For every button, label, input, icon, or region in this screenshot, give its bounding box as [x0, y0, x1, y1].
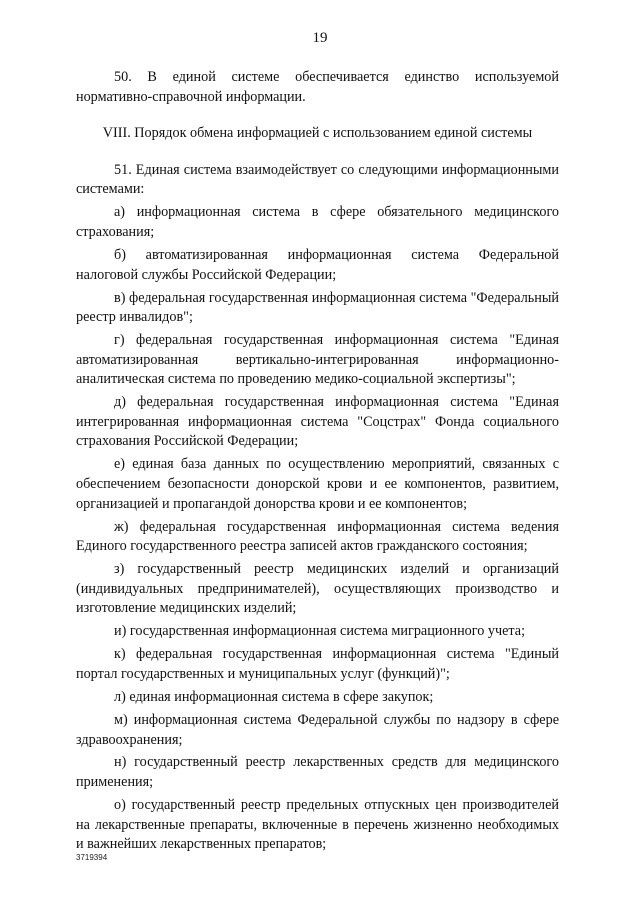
- list-item-n: н) государственный реестр лекарственных средств для медицинского применения;: [76, 754, 559, 791]
- list-item-m: м) информационная система Федеральной службы по надзору в сфере здравоохранения;: [76, 711, 559, 748]
- list-item-z: з) государственный реестр медицинских изделий и организаций (индивидуальных предпринимателей), осуществляющих производство и изготовление медицинских изделий;: [76, 561, 559, 617]
- paragraph-51: 51. Единая система взаимодействует со следующими информационными системами:: [76, 161, 559, 198]
- document-code: 3719394: [76, 853, 108, 862]
- list-item-k: к) федеральная государственная информационная система "Единый портал государственных и муниципальных услуг (функций)";: [76, 646, 559, 682]
- list-item-a: а) информационная система в сфере обязательного медицинского страхования;: [76, 204, 559, 240]
- list-item-i: и) государственная информационная система миграционного учета;: [114, 623, 526, 640]
- list-item-g: г) федеральная государственная информационная система "Единая автоматизированная вертикально-интегрированная информационно-аналитическая система по проведению медико-социальной экспертизы";: [76, 332, 559, 388]
- list-item-l: л) единая информационная система в сфере закупок;: [114, 688, 434, 705]
- section-heading: VIII. Порядок обмена информацией с использованием единой системы: [102, 125, 533, 142]
- page-number: 19: [312, 30, 328, 46]
- paragraph-50: 50. В единой системе обеспечивается единство используемой нормативно-справочной информации.: [76, 69, 559, 105]
- list-item-v: в) федеральная государственная информационная система "Федеральный реестр инвалидов";: [76, 289, 559, 326]
- list-item-o: о) государственный реестр предельных отпускных цен производителей на лекарственные препараты, включенные в перечень жизненно необходимых и важнейших лекарственных препаратов;: [76, 797, 559, 853]
- list-item-d: д) федеральная государственная информационная система "Единая интегрированная информационная система "Соцстрах" Фонда социального страхования Российской Федерации;: [76, 394, 559, 450]
- list-item-b: б) автоматизированная информационная система Федеральной налоговой службы Российской Федерации;: [76, 246, 559, 283]
- list-item-e: е) единая база данных по осуществлению мероприятий, связанных с обеспечением безопасности донорской крови и ее компонентов, развитием, организацией и пропагандой донорства крови и ее компонентов;: [76, 456, 559, 512]
- document-body: [76, 68, 559, 858]
- list-item-zh: ж) федеральная государственная информационная система ведения Единого государственного реестра записей актов гражданского состояния;: [76, 518, 559, 555]
